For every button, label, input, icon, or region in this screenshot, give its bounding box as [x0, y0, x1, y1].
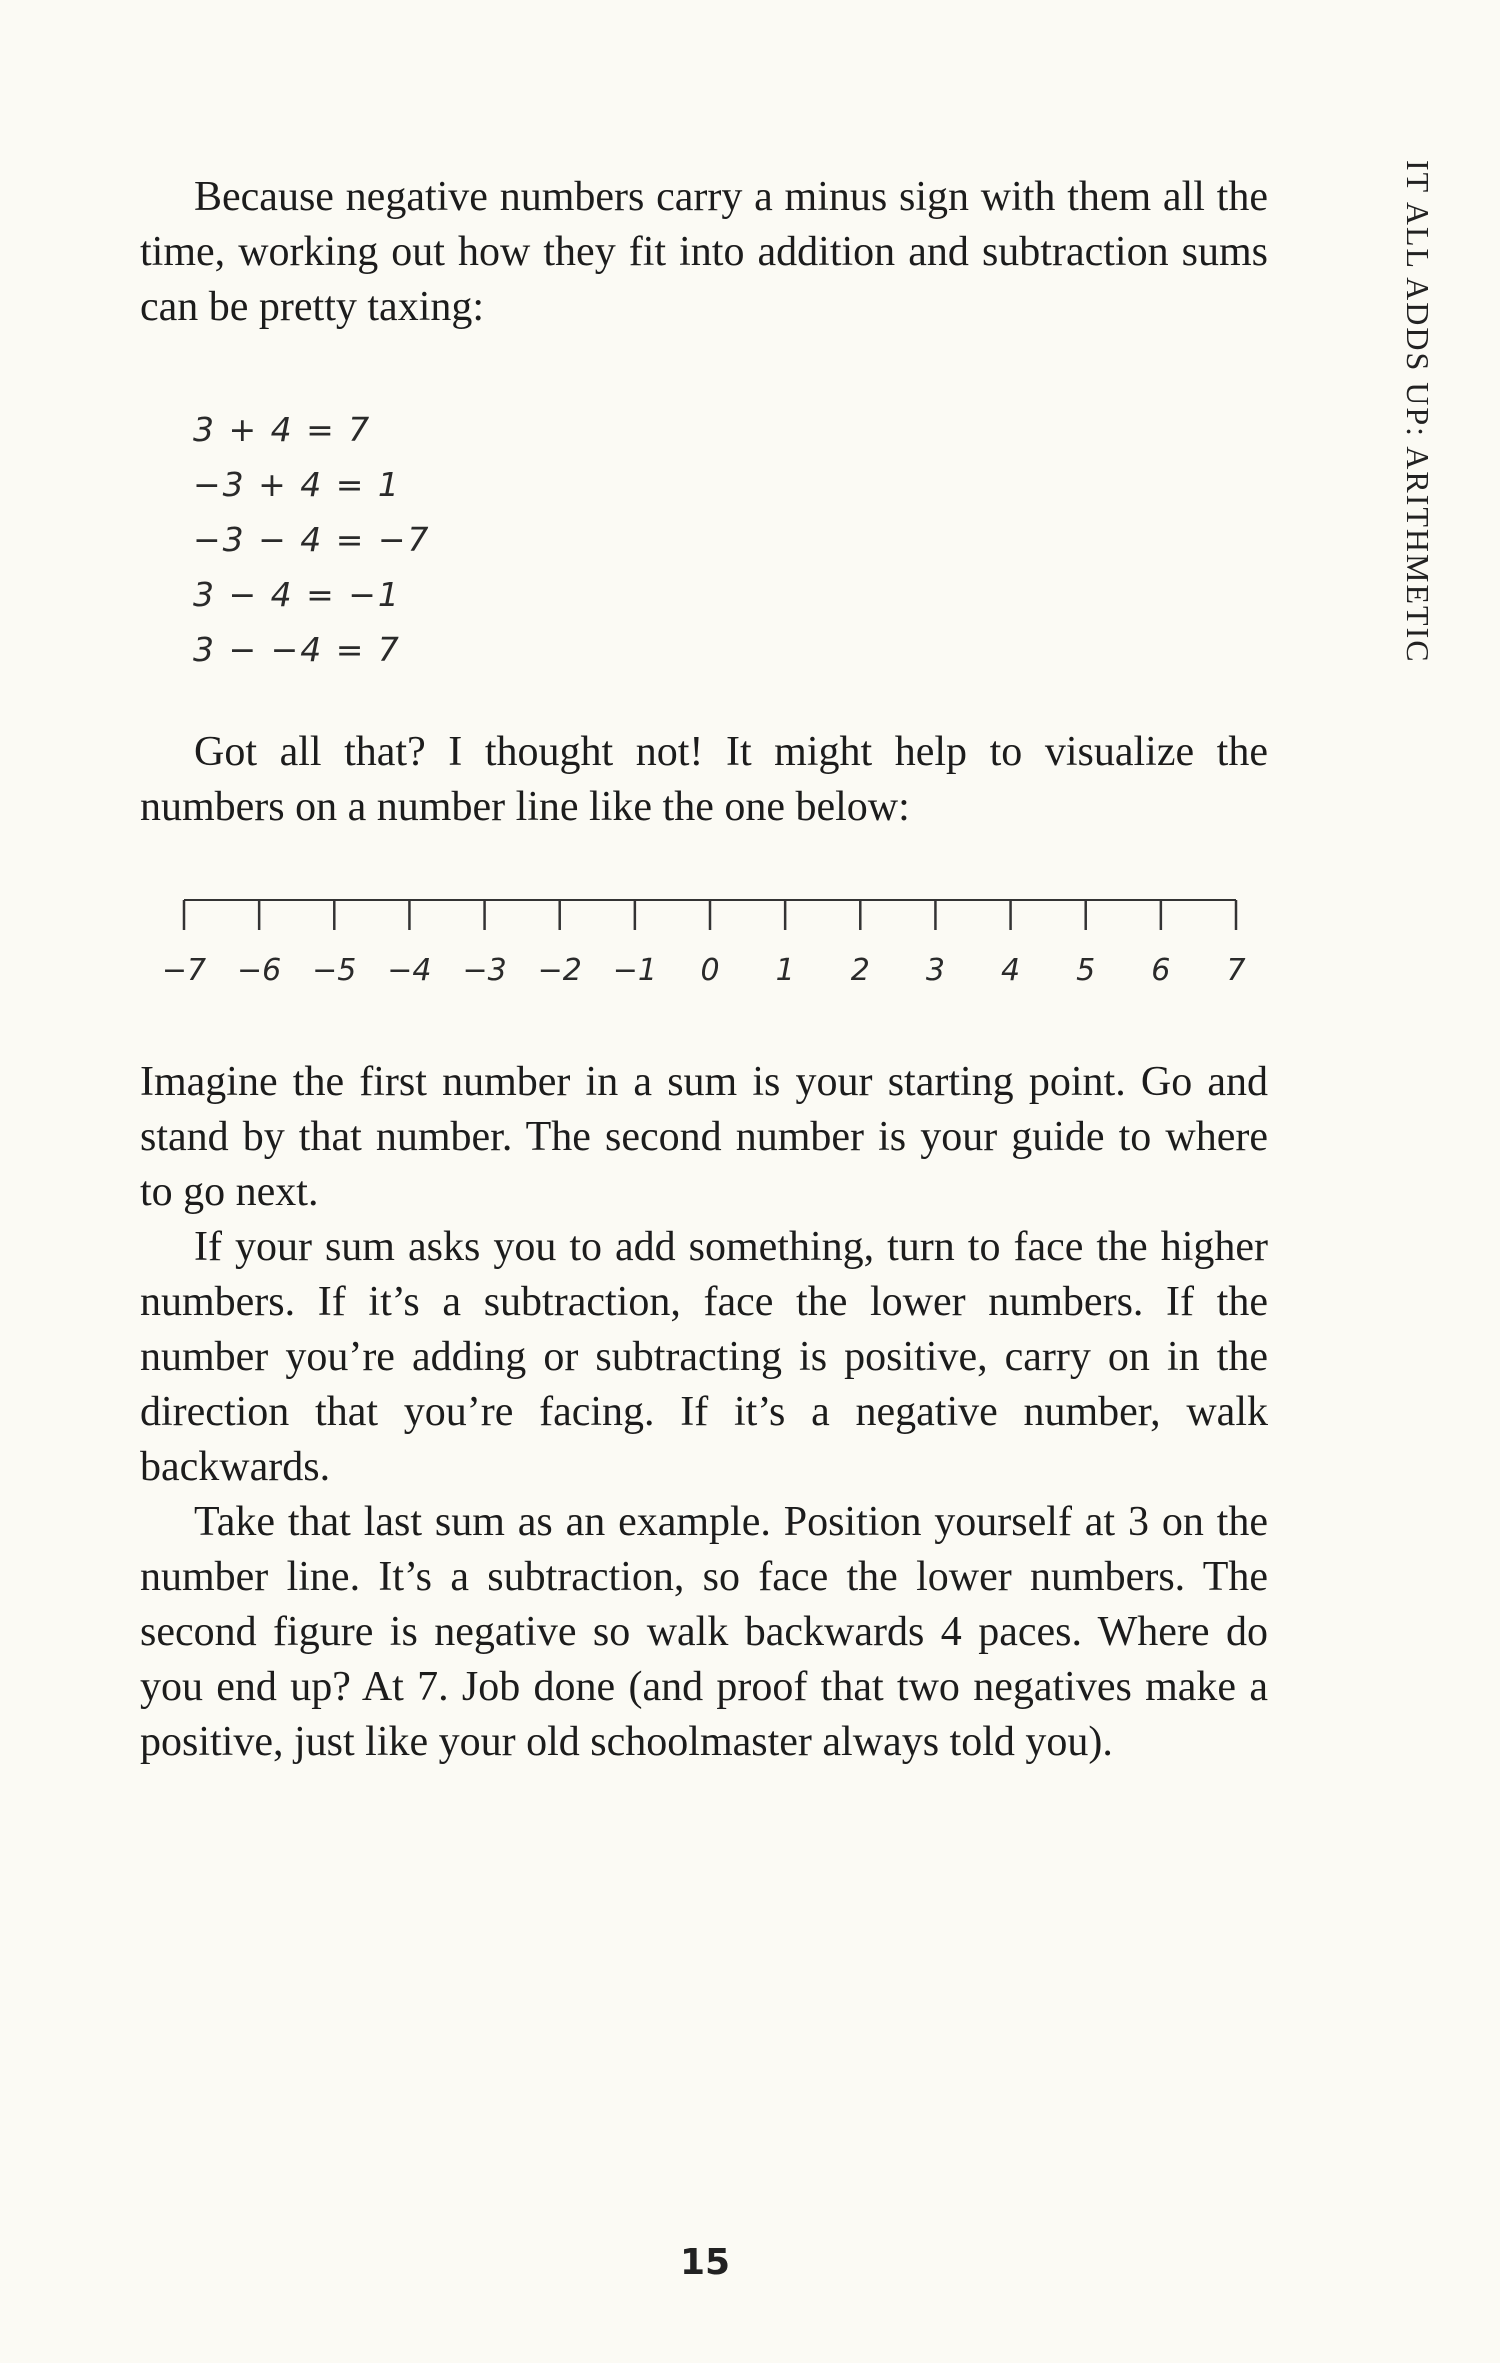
number-line-label: −6: [237, 953, 282, 988]
number-line-label: 5: [1076, 953, 1096, 988]
number-line-label: 2: [850, 953, 870, 988]
number-line: [0, 880, 1500, 1000]
equation-list: [193, 402, 431, 677]
equation: 3 + 4 = 7: [193, 410, 372, 449]
middle-paragraph-block: [140, 725, 1268, 835]
number-line-label: 1: [775, 953, 795, 988]
body-paragraph: Imagine the first number in a sum is your starting point. Go and stand by that number. The second number is your guide to where to go next.: [140, 1059, 1268, 1215]
equation: −3 − 4 = −7: [193, 520, 431, 559]
number-line-label: 3: [925, 953, 945, 988]
number-line-label: −4: [387, 953, 432, 988]
running-head: IT ALL ADDS UP: ARITHMETIC: [1400, 160, 1436, 664]
number-line-label: 6: [1151, 953, 1171, 988]
body-text: [140, 1055, 1268, 1770]
number-line-label: −3: [462, 953, 507, 988]
body-paragraph: If your sum asks you to add something, turn to face the higher numbers. If it’s a subtraction, face the lower numbers. If the number you’re adding or subtracting is positive, carry on in the direction that you’re facing. If it’s a negative number, walk backwards.: [140, 1224, 1268, 1490]
equation: 3 − −4 = 7: [193, 630, 401, 669]
intro-paragraph: Because negative numbers carry a minus sign with them all the time, working out how they fit into addition and subtraction sums can be pretty taxing:: [140, 174, 1268, 330]
number-line-label: 4: [1001, 953, 1021, 988]
page-number: 15: [679, 2242, 731, 2283]
number-line-label: −1: [612, 953, 657, 988]
number-line-label: 7: [1226, 953, 1246, 988]
number-line-label: −7: [161, 953, 207, 988]
middle-paragraph: Got all that? I thought not! It might help to visualize the numbers on a number line like the one below:: [140, 729, 1268, 830]
body-paragraph: Take that last sum as an example. Position yourself at 3 on the number line. It’s a subtraction, so face the lower numbers. The second figure is negative so walk backwards 4 paces. Where do you end up? At 7. Job done (and proof that two negatives make a positive, just like your old schoolmaster always told you).: [140, 1499, 1268, 1765]
number-line-label: −2: [537, 953, 582, 988]
intro-paragraph-block: [140, 170, 1268, 335]
number-line-label: 0: [700, 953, 720, 988]
equation: −3 + 4 = 1: [193, 465, 401, 504]
number-line-label: −5: [312, 953, 357, 988]
equation: 3 − 4 = −1: [193, 575, 401, 614]
